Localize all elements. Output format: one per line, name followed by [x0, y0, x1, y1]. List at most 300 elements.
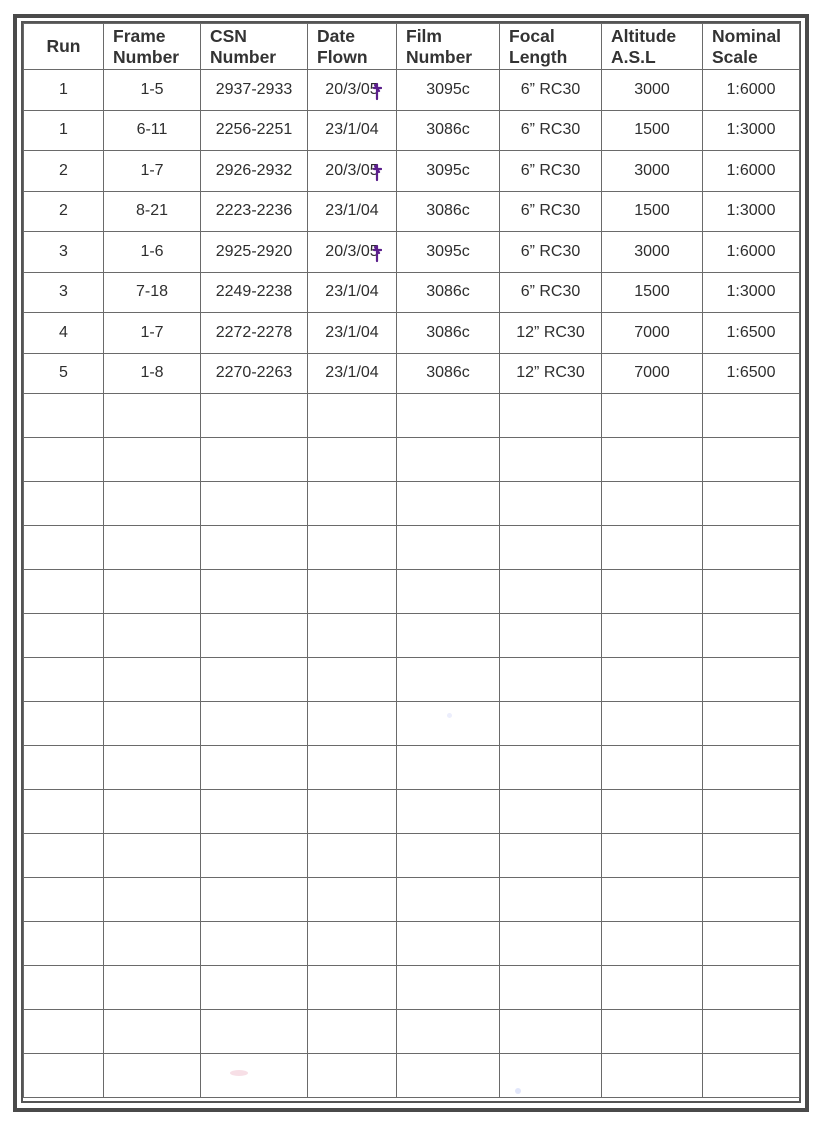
cell-text: 2256-2251	[215, 121, 293, 139]
cell-text: 6” RC30	[520, 80, 581, 98]
cell-text: 20/3/05	[325, 80, 379, 98]
blank-cell	[104, 658, 201, 702]
cell-film-number	[397, 313, 500, 354]
cell-text: 1:3000	[726, 283, 776, 301]
table-row	[24, 272, 800, 313]
cell-csn-number	[201, 272, 308, 313]
blank-cell	[308, 394, 397, 438]
blank-cell	[397, 658, 500, 702]
blank-cell	[201, 1054, 308, 1098]
blank-cell	[703, 482, 800, 526]
header-line: Scale	[712, 46, 758, 67]
cell-date-flown	[308, 70, 397, 111]
blank-cell	[104, 482, 201, 526]
cell-text: 3095c	[426, 242, 470, 260]
cell-focal-length	[500, 232, 602, 273]
cell-text: 1:6000	[726, 80, 776, 98]
blank-cell	[703, 922, 800, 966]
blank-cell	[397, 966, 500, 1010]
cell-text: 2926-2932	[215, 161, 293, 179]
blank-cell	[104, 702, 201, 746]
blank-cell	[500, 746, 602, 790]
cell-text: 3086c	[426, 364, 470, 382]
header-line: Run	[46, 36, 81, 56]
blank-cell	[201, 746, 308, 790]
blank-cell	[397, 1010, 500, 1054]
cell-text: 3086c	[426, 121, 470, 139]
blank-cell	[308, 614, 397, 658]
cell-frame-number	[104, 110, 201, 151]
blank-cell	[308, 526, 397, 570]
cell-nominal-scale	[703, 353, 800, 394]
scan-speck	[447, 713, 452, 718]
blank-cell	[308, 438, 397, 482]
blank-cell	[397, 878, 500, 922]
cell-altitude-asl	[602, 272, 703, 313]
blank-cell	[201, 570, 308, 614]
blank-cell	[24, 922, 104, 966]
blank-cell	[500, 526, 602, 570]
blank-cell	[602, 658, 703, 702]
blank-cell	[201, 482, 308, 526]
cell-text: 6” RC30	[520, 202, 581, 220]
blank-cell	[201, 438, 308, 482]
blank-cell	[397, 746, 500, 790]
blank-cell	[500, 394, 602, 438]
cell-text: 2	[59, 161, 68, 179]
blank-cell	[308, 966, 397, 1010]
blank-row	[24, 614, 800, 658]
cell-text: 23/1/04	[325, 364, 379, 382]
blank-cell	[104, 834, 201, 878]
header-line: Date	[317, 25, 355, 46]
blank-cell	[602, 746, 703, 790]
blank-cell	[703, 614, 800, 658]
cell-run	[24, 70, 104, 111]
table-body	[24, 70, 800, 1098]
header-line: Length	[509, 46, 568, 67]
cell-text: 2937-2933	[215, 80, 293, 98]
blank-cell	[602, 966, 703, 1010]
cell-text: 23/1/04	[325, 283, 379, 301]
blank-cell	[397, 1054, 500, 1098]
blank-cell	[104, 526, 201, 570]
scan-speck	[230, 1070, 248, 1076]
table-row	[24, 191, 800, 232]
cell-altitude-asl	[602, 151, 703, 192]
cell-date-flown	[308, 313, 397, 354]
blank-row	[24, 878, 800, 922]
blank-cell	[500, 482, 602, 526]
blank-cell	[308, 922, 397, 966]
cell-film-number	[397, 110, 500, 151]
cell-text: 4	[59, 323, 68, 341]
blank-cell	[201, 702, 308, 746]
cell-run	[24, 272, 104, 313]
blank-cell	[703, 394, 800, 438]
blank-row	[24, 1010, 800, 1054]
cell-frame-number	[104, 232, 201, 273]
blank-cell	[397, 614, 500, 658]
blank-cell	[602, 922, 703, 966]
blank-cell	[703, 746, 800, 790]
blank-cell	[104, 394, 201, 438]
cell-text: 3086c	[426, 323, 470, 341]
blank-cell	[201, 790, 308, 834]
blank-cell	[24, 394, 104, 438]
cell-text: 3095c	[426, 161, 470, 179]
blank-cell	[201, 878, 308, 922]
cell-text: 1:6000	[726, 242, 776, 260]
cell-text: 3086c	[426, 283, 470, 301]
blank-row	[24, 570, 800, 614]
cell-date-flown	[308, 232, 397, 273]
blank-cell	[201, 834, 308, 878]
cell-text: 1-5	[140, 80, 164, 98]
cell-text: 6-11	[136, 121, 168, 139]
cell-run	[24, 110, 104, 151]
cell-focal-length	[500, 70, 602, 111]
flight-log-table	[23, 23, 800, 1098]
cell-text: 3086c	[426, 202, 470, 220]
blank-cell	[397, 526, 500, 570]
blank-cell	[703, 878, 800, 922]
blank-cell	[602, 878, 703, 922]
blank-cell	[104, 438, 201, 482]
blank-cell	[104, 570, 201, 614]
cell-run	[24, 232, 104, 273]
blank-cell	[602, 1010, 703, 1054]
header-altitude-asl	[602, 24, 703, 70]
cell-date-flown	[308, 191, 397, 232]
blank-cell	[500, 614, 602, 658]
blank-cell	[703, 702, 800, 746]
header-line: Frame	[113, 25, 166, 46]
blank-cell	[602, 482, 703, 526]
cell-film-number	[397, 353, 500, 394]
blank-cell	[397, 482, 500, 526]
blank-cell	[602, 702, 703, 746]
cell-text: 2249-2238	[215, 283, 293, 301]
cell-text: 1500	[634, 283, 670, 301]
cell-nominal-scale	[703, 272, 800, 313]
cell-film-number	[397, 70, 500, 111]
blank-cell	[500, 834, 602, 878]
header-csn-number	[201, 24, 308, 70]
blank-row	[24, 482, 800, 526]
cell-text: 3000	[634, 242, 670, 260]
blank-cell	[104, 1054, 201, 1098]
blank-cell	[24, 746, 104, 790]
cell-film-number	[397, 272, 500, 313]
blank-cell	[397, 790, 500, 834]
cell-csn-number	[201, 232, 308, 273]
blank-cell	[602, 394, 703, 438]
blank-cell	[703, 570, 800, 614]
header-line: Altitude	[611, 25, 677, 46]
cell-text: 1500	[634, 121, 670, 139]
cell-text: 7-18	[135, 283, 169, 301]
header-line: Number	[406, 46, 473, 67]
blank-cell	[703, 438, 800, 482]
blank-row	[24, 834, 800, 878]
header-line: Number	[113, 46, 180, 67]
blank-cell	[201, 922, 308, 966]
blank-cell	[397, 438, 500, 482]
blank-cell	[308, 658, 397, 702]
blank-cell	[397, 570, 500, 614]
blank-row	[24, 966, 800, 1010]
table-row	[24, 313, 800, 354]
blank-cell	[500, 438, 602, 482]
cell-nominal-scale	[703, 151, 800, 192]
cell-date-flown	[308, 151, 397, 192]
blank-cell	[500, 790, 602, 834]
cell-nominal-scale	[703, 313, 800, 354]
blank-cell	[703, 658, 800, 702]
blank-cell	[308, 482, 397, 526]
cell-text: 1-7	[140, 323, 164, 341]
cell-csn-number	[201, 151, 308, 192]
cell-text: 1-8	[140, 364, 164, 382]
cell-focal-length	[500, 110, 602, 151]
cell-frame-number	[104, 151, 201, 192]
blank-cell	[104, 746, 201, 790]
blank-cell	[24, 570, 104, 614]
cell-frame-number	[104, 70, 201, 111]
cell-text: 23/1/04	[325, 323, 379, 341]
blank-cell	[24, 438, 104, 482]
cell-frame-number	[104, 353, 201, 394]
table-row	[24, 70, 800, 111]
header-line: Nominal	[712, 25, 782, 46]
blank-cell	[397, 702, 500, 746]
blank-row	[24, 658, 800, 702]
blank-cell	[24, 878, 104, 922]
header-line: Number	[210, 46, 277, 67]
cell-text: 23/1/04	[325, 202, 379, 220]
blank-row	[24, 1054, 800, 1098]
cell-text: 2270-2263	[215, 364, 293, 382]
cell-text: 3	[59, 242, 68, 260]
blank-cell	[500, 878, 602, 922]
cell-run	[24, 313, 104, 354]
header-line: Flown	[317, 46, 368, 67]
blank-cell	[24, 1010, 104, 1054]
cell-text: 5	[59, 364, 68, 382]
cell-run	[24, 191, 104, 232]
header-frame-number	[104, 24, 201, 70]
blank-row	[24, 702, 800, 746]
cell-csn-number	[201, 353, 308, 394]
blank-cell	[24, 834, 104, 878]
blank-cell	[602, 438, 703, 482]
blank-cell	[308, 1054, 397, 1098]
header-focal-length	[500, 24, 602, 70]
blank-cell	[308, 746, 397, 790]
header-line: A.S.L	[611, 46, 656, 67]
cell-nominal-scale	[703, 70, 800, 111]
blank-cell	[500, 966, 602, 1010]
cell-text: 1500	[634, 202, 670, 220]
blank-cell	[500, 1010, 602, 1054]
cell-text: 3095c	[426, 80, 470, 98]
header-film-number	[397, 24, 500, 70]
cell-run	[24, 353, 104, 394]
blank-cell	[201, 394, 308, 438]
blank-cell	[500, 702, 602, 746]
blank-cell	[308, 790, 397, 834]
cell-text: 23/1/04	[325, 121, 379, 139]
cell-text: 1:6500	[726, 323, 776, 341]
blank-cell	[602, 1054, 703, 1098]
blank-cell	[308, 702, 397, 746]
blank-cell	[703, 966, 800, 1010]
cell-text: 12” RC30	[516, 364, 585, 382]
header-row	[24, 24, 800, 70]
cell-text: 2925-2920	[215, 242, 293, 260]
cell-nominal-scale	[703, 110, 800, 151]
blank-cell	[201, 966, 308, 1010]
blank-cell	[500, 570, 602, 614]
blank-cell	[602, 790, 703, 834]
blank-cell	[24, 966, 104, 1010]
header-line: Focal	[509, 25, 555, 46]
cell-altitude-asl	[602, 110, 703, 151]
blank-cell	[104, 922, 201, 966]
blank-cell	[397, 834, 500, 878]
blank-row	[24, 438, 800, 482]
blank-cell	[308, 878, 397, 922]
cell-focal-length	[500, 151, 602, 192]
blank-cell	[308, 834, 397, 878]
blank-cell	[104, 878, 201, 922]
cell-text: 20/3/05	[325, 242, 379, 260]
cell-altitude-asl	[602, 313, 703, 354]
header-line: Film	[406, 25, 442, 46]
cell-text: 1-6	[140, 242, 164, 260]
cell-text: 12” RC30	[516, 323, 585, 341]
cell-frame-number	[104, 191, 201, 232]
cell-film-number	[397, 232, 500, 273]
cell-nominal-scale	[703, 232, 800, 273]
header-line: CSN	[210, 25, 247, 46]
blank-cell	[104, 966, 201, 1010]
blank-cell	[24, 658, 104, 702]
cell-focal-length	[500, 353, 602, 394]
cell-text: 3	[59, 283, 68, 301]
table-row	[24, 110, 800, 151]
cell-text: 6” RC30	[520, 242, 581, 260]
blank-cell	[24, 614, 104, 658]
blank-cell	[703, 1054, 800, 1098]
blank-cell	[201, 658, 308, 702]
blank-cell	[703, 790, 800, 834]
header-nominal-scale	[703, 24, 800, 70]
blank-cell	[104, 1010, 201, 1054]
cell-csn-number	[201, 191, 308, 232]
cell-date-flown	[308, 353, 397, 394]
blank-row	[24, 790, 800, 834]
cell-text: 3000	[634, 80, 670, 98]
cell-text: 1:3000	[726, 121, 776, 139]
cell-film-number	[397, 151, 500, 192]
header-run	[24, 24, 104, 70]
cell-csn-number	[201, 313, 308, 354]
cell-text: 6” RC30	[520, 161, 581, 179]
cell-text: 8-21	[135, 202, 169, 220]
blank-cell	[308, 570, 397, 614]
cell-frame-number	[104, 272, 201, 313]
cell-text: 3000	[634, 161, 670, 179]
blank-cell	[201, 1010, 308, 1054]
blank-cell	[104, 614, 201, 658]
table-row	[24, 151, 800, 192]
blank-row	[24, 526, 800, 570]
cell-text: 1:6000	[726, 161, 776, 179]
cell-altitude-asl	[602, 70, 703, 111]
cell-text: 2272-2278	[215, 323, 293, 341]
cell-nominal-scale	[703, 191, 800, 232]
blank-cell	[602, 570, 703, 614]
blank-cell	[308, 1010, 397, 1054]
cell-csn-number	[201, 70, 308, 111]
blank-cell	[500, 658, 602, 702]
blank-cell	[104, 790, 201, 834]
blank-cell	[397, 922, 500, 966]
blank-row	[24, 922, 800, 966]
cell-text: 7000	[634, 364, 670, 382]
blank-cell	[602, 834, 703, 878]
cell-text: 7000	[634, 323, 670, 341]
cell-text: 20/3/05	[325, 161, 379, 179]
cell-text: 1:6500	[726, 364, 776, 382]
blank-cell	[397, 394, 500, 438]
cell-csn-number	[201, 110, 308, 151]
blank-cell	[24, 790, 104, 834]
cell-date-flown	[308, 110, 397, 151]
cell-altitude-asl	[602, 353, 703, 394]
cell-altitude-asl	[602, 191, 703, 232]
cell-text: 1	[59, 80, 68, 98]
cell-text: 1:3000	[726, 202, 776, 220]
blank-cell	[703, 834, 800, 878]
cell-focal-length	[500, 191, 602, 232]
blank-row	[24, 394, 800, 438]
blank-cell	[201, 526, 308, 570]
blank-cell	[500, 922, 602, 966]
blank-cell	[24, 482, 104, 526]
cell-text: 6” RC30	[520, 121, 581, 139]
blank-cell	[703, 526, 800, 570]
blank-cell	[602, 526, 703, 570]
blank-cell	[201, 614, 308, 658]
cell-text: 2223-2236	[215, 202, 293, 220]
table-row	[24, 353, 800, 394]
blank-row	[24, 746, 800, 790]
cell-date-flown	[308, 272, 397, 313]
blank-cell	[703, 1010, 800, 1054]
cell-run	[24, 151, 104, 192]
blank-cell	[24, 526, 104, 570]
scan-speck	[515, 1088, 521, 1094]
blank-cell	[24, 1054, 104, 1098]
cell-focal-length	[500, 272, 602, 313]
cell-text: 6” RC30	[520, 283, 581, 301]
blank-cell	[24, 702, 104, 746]
cell-film-number	[397, 191, 500, 232]
blank-cell	[602, 614, 703, 658]
